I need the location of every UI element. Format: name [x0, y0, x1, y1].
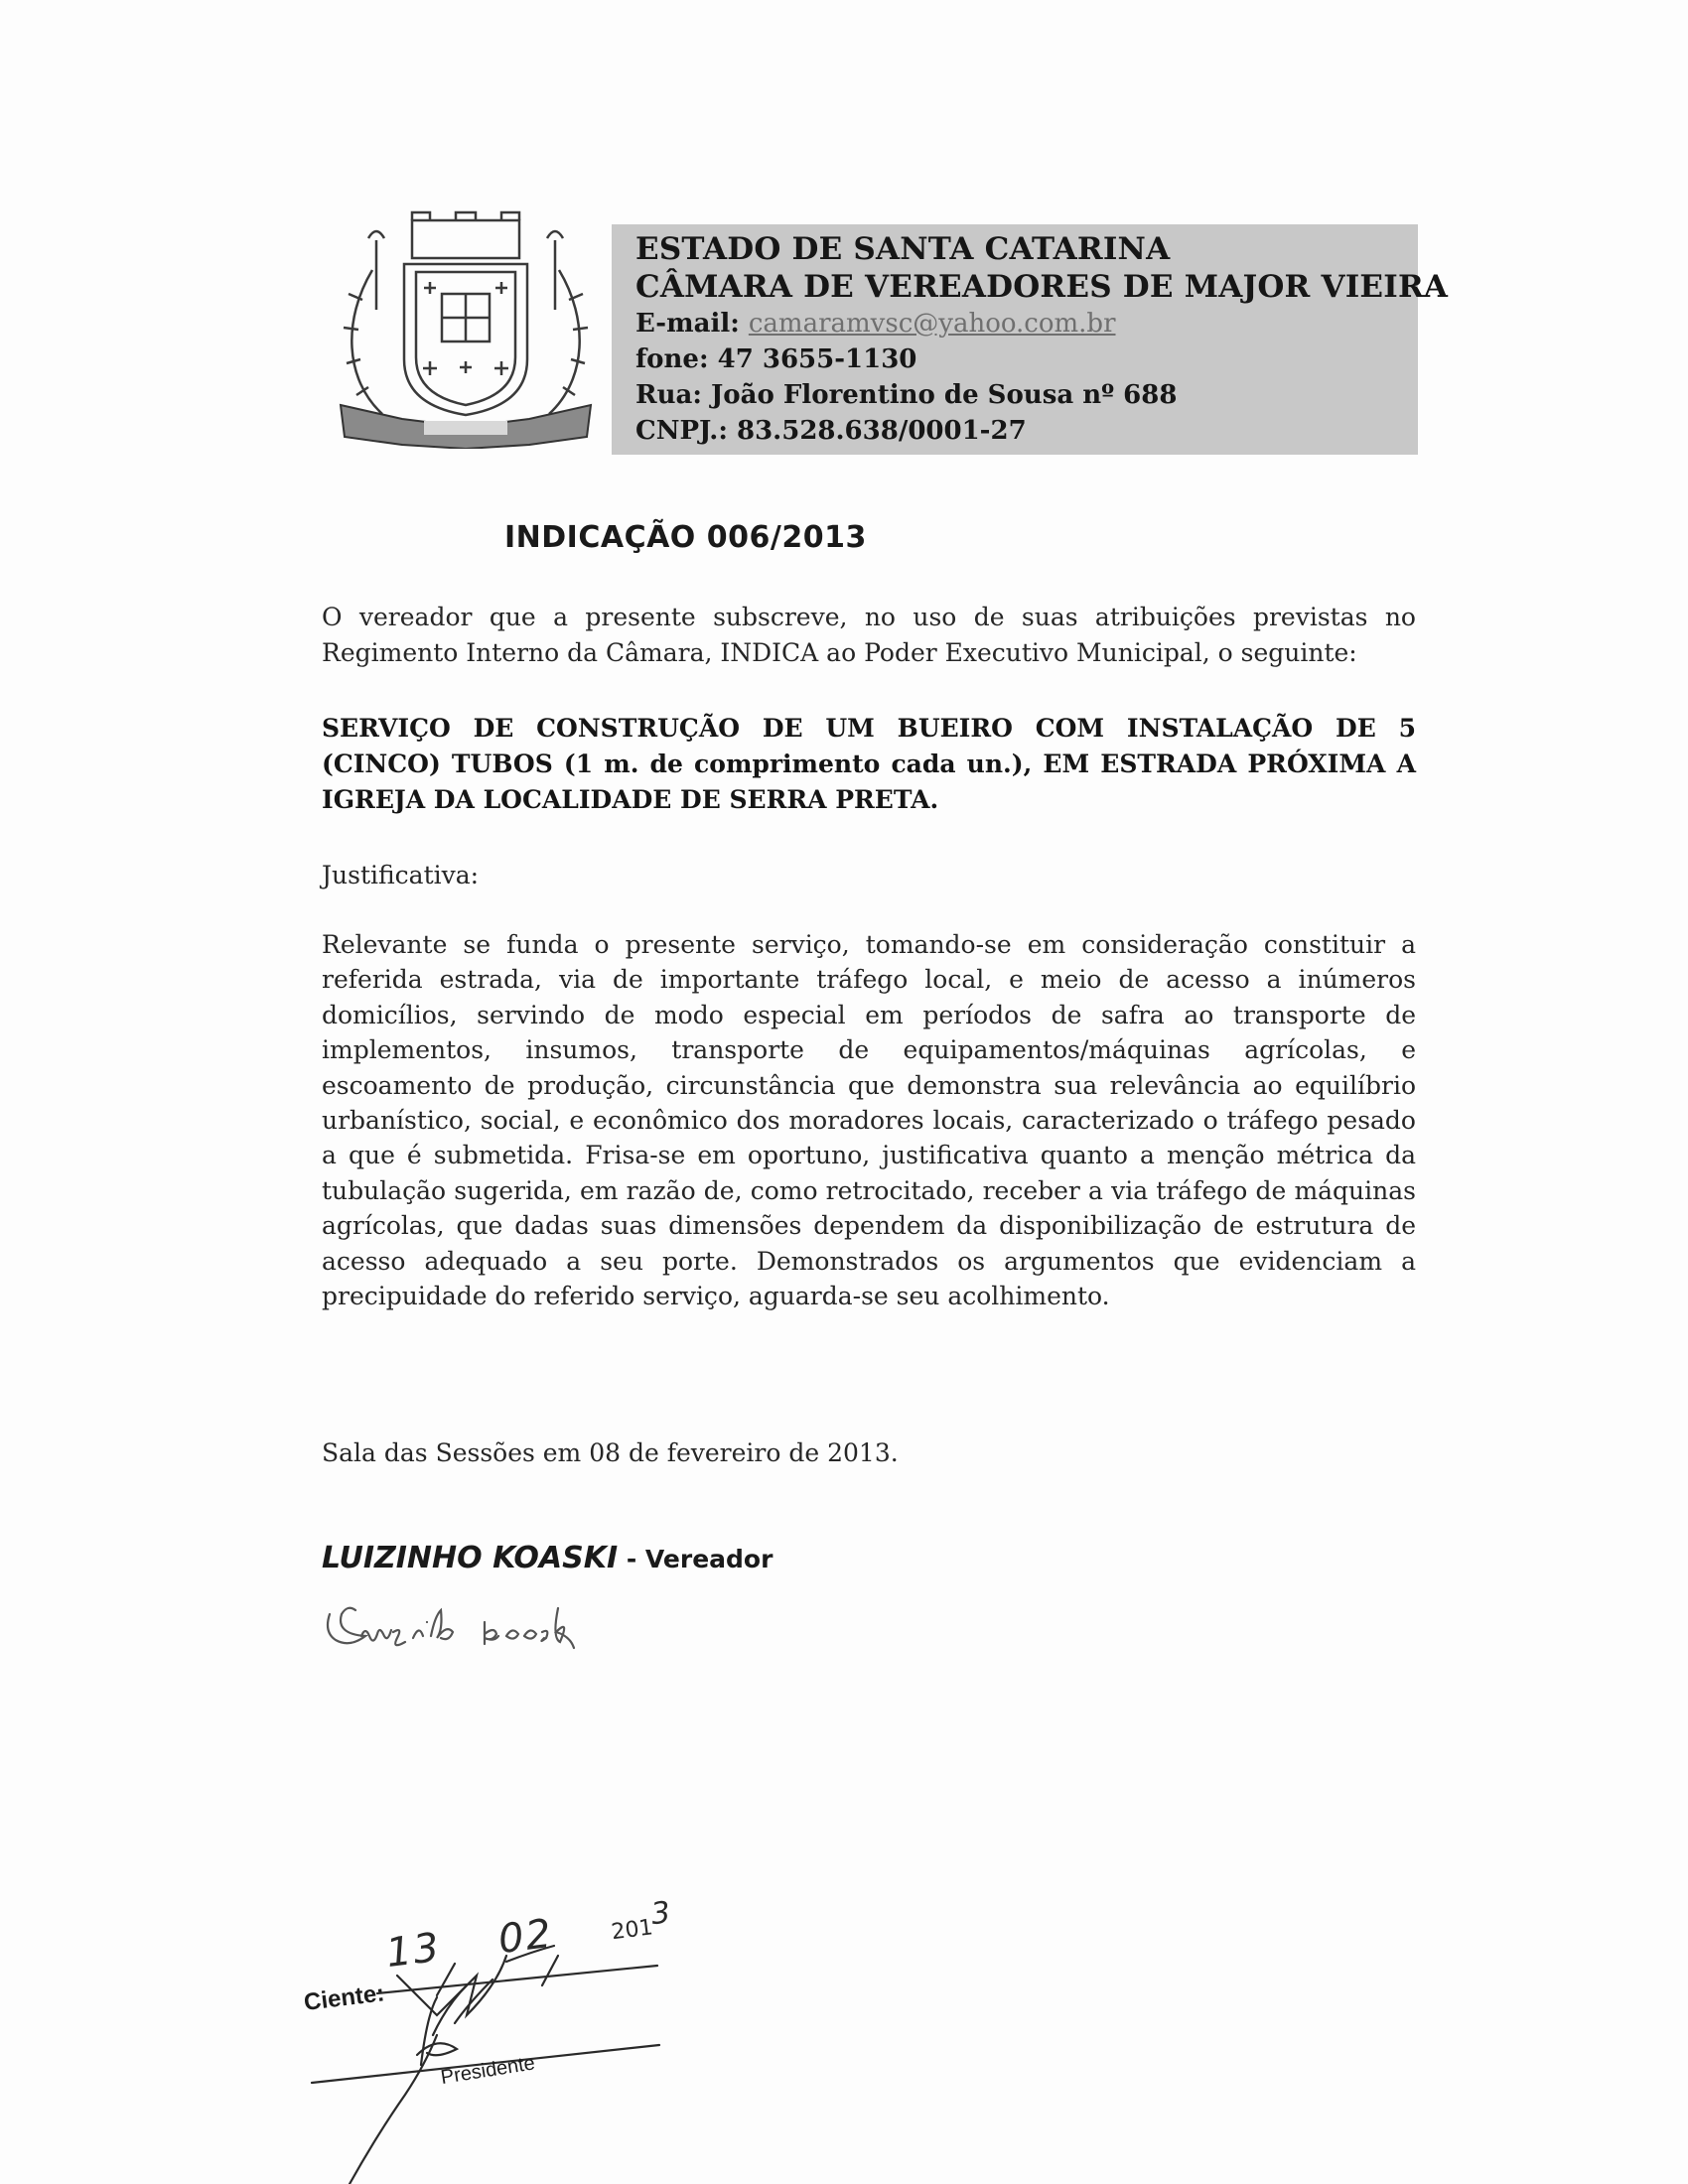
session-date: Sala das Sessões em 08 de fevereiro de 2013. — [322, 1438, 899, 1467]
letterhead — [612, 224, 1449, 455]
document-title: INDICAÇÃO 006/2013 — [504, 520, 867, 555]
intro-paragraph: O vereador que a presente subscreve, no uso de suas atribuições previstas no Regimento Interno da Câmara, INDICA ao Poder Executivo Municipal, o seguinte: — [322, 603, 1416, 667]
coat-of-arms-icon — [333, 210, 599, 449]
email-line — [635, 306, 1418, 341]
phone-line: fone: 47 3655-1130 — [635, 344, 917, 374]
ciente-day: 13 — [383, 1924, 444, 1977]
subject-paragraph: SERVIÇO DE CONSTRUÇÃO DE UM BUEIRO COM INSTALAÇÃO DE 5 (CINCO) TUBOS (1 m. de comprimento cada un.), EM ESTRADA PRÓXIMA A IGREJA DA LOCALIDADE DE SERRA PRETA. — [322, 714, 1416, 814]
ciente-year-suffix: 3 — [648, 1894, 674, 1933]
justification-paragraph: Relevante se funda o presente serviço, tomando-se em consideração constituir a referida estrada, via de importante tráfego local, e meio de acesso a inúmeros domicílios, servindo de modo especial em períodos de safra ao transporte de implementos, insumos, transporte de equipamentos/máquinas agrícolas, e escoamento de produção, circunstância que demonstra sua relevância ao equilíbrio urbanístico, social, e econômico dos moradores locais, caracterizado o tráfego pesado a que é submetida. Frisa-se em oportuno, justificativa quanto a menção métrica da tubulação sugerida, em razão de, como retrocitado, receber a via tráfego de máquinas agrícolas, que dadas suas dimensões dependem da disponibilização de estrutura de acesso adequado a seu porte. Demonstrados os argumentos que evidenciam a precipuidade do referido serviço, aguarda-se seu acolhimento. — [322, 930, 1416, 1311]
chamber-name: CÂMARA DE VEREADORES DE MAJOR VIEIRA — [635, 269, 1449, 305]
address-line: Rua: João Florentino de Sousa nº 688 — [635, 380, 1178, 410]
state-name: ESTADO DE SANTA CATARINA — [635, 231, 1171, 267]
justification-label: Justificativa: — [322, 861, 480, 889]
author-signature — [316, 1592, 614, 1672]
author-role: - Vereador — [618, 1545, 774, 1573]
email-link[interactable]: camaramvsc@yahoo.com.br — [748, 309, 1116, 339]
author-line — [322, 1541, 773, 1575]
ciente-year-prefix: 201 — [610, 1915, 655, 1946]
ciente-label: Ciente: — [302, 1979, 386, 2017]
ciente-month: 02 — [495, 1910, 556, 1964]
email-label: E-mail: — [635, 309, 749, 339]
presidente-label: Presidente — [439, 2052, 537, 2090]
cnpj-line: CNPJ.: 83.528.638/0001-27 — [635, 416, 1027, 446]
author-name: LUIZINHO KOASKI — [322, 1541, 619, 1575]
